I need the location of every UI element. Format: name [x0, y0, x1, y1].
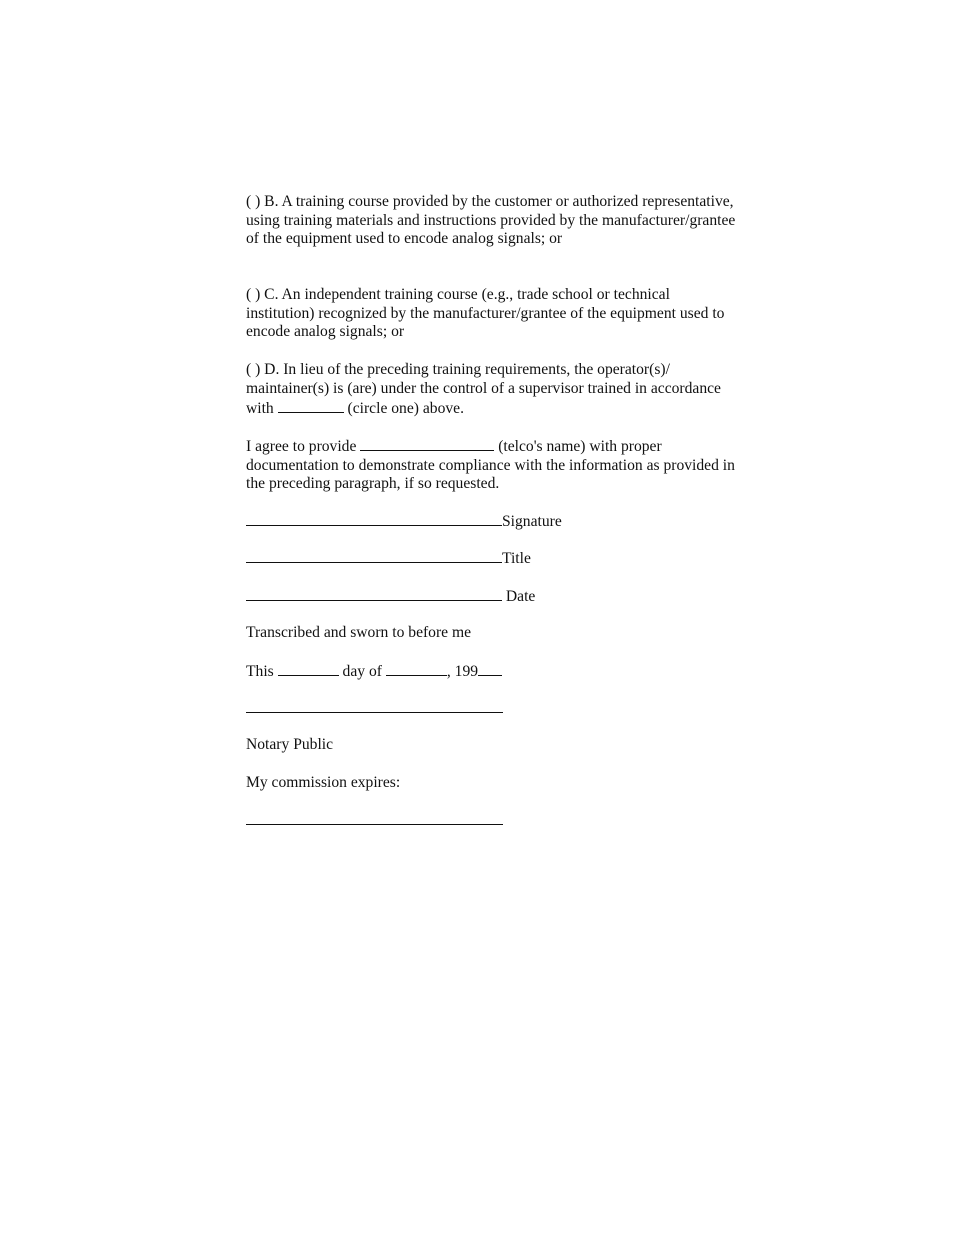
telco-name-blank[interactable]	[360, 436, 494, 451]
paragraph-option-b	[246, 193, 742, 249]
title-label: Title	[502, 550, 531, 567]
paragraph-option-c	[246, 286, 742, 342]
year-blank[interactable]	[478, 661, 502, 676]
signature-label: Signature	[502, 513, 562, 530]
option-d-blank[interactable]	[278, 398, 344, 413]
agreement-paragraph	[246, 436, 742, 494]
notary-public-label: Notary Public	[246, 736, 334, 753]
date-label: Date	[505, 588, 536, 605]
transcribed-statement: Transcribed and sworn to before me	[246, 624, 472, 641]
agreement-text-end: (telco's name) with proper documentation to demonstrate compliance with the information as provided in the preceding paragraph, if so requested.	[246, 438, 735, 493]
year-prefix: , 199	[446, 663, 479, 680]
day-blank[interactable]	[278, 661, 339, 676]
date-blank[interactable]	[246, 586, 502, 601]
title-line	[246, 548, 531, 568]
notary-signature-blank[interactable]	[246, 712, 503, 713]
sworn-date-line	[246, 661, 502, 681]
this-label: This	[246, 663, 274, 680]
commission-expires-label: My commission expires:	[246, 774, 401, 791]
date-line	[246, 586, 535, 606]
commission-expiry-blank[interactable]	[246, 824, 503, 825]
title-blank[interactable]	[246, 548, 502, 563]
day-of-label: day of	[342, 663, 382, 680]
signature-line	[246, 511, 562, 531]
month-blank[interactable]	[386, 661, 447, 676]
option-c-text: ( ) C. An independent training course (e.g., trade school or technical institution) recognized by the manufacturer/grantee of the equipment used to encode analog signals; or	[246, 286, 725, 341]
option-b-text: ( ) B. A training course provided by the customer or authorized representative, using training materials and instructions provided by the manufacturer/grantee of the equipment used to encode analog signals; or	[246, 193, 736, 248]
signature-blank[interactable]	[246, 511, 502, 526]
paragraph-option-d	[246, 361, 742, 419]
agreement-text-start: I agree to provide	[246, 438, 357, 455]
option-d-text-end: (circle one) above.	[347, 400, 464, 418]
option-d-text: ( ) D. In lieu of the preceding training requirements, the operator(s)/ maintainer(s) is (are) under the control of a supervisor trained in accordance with	[246, 361, 721, 418]
